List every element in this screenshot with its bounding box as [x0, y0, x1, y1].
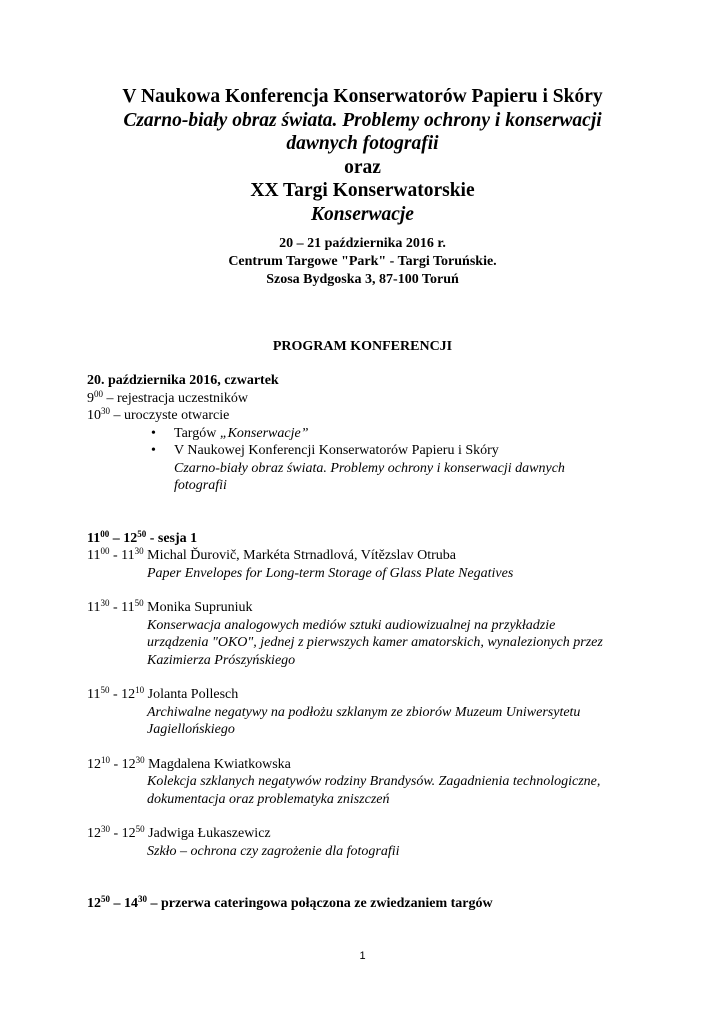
talk-title: Szkło – ochrona czy zagrożenie dla fotografii	[147, 843, 400, 859]
talk-time-speaker: $12^{30} - 12^{50}$ Jadwiga Łukaszewicz	[87, 824, 271, 841]
talk-time-speaker: $11^{50} - 12^{10}$ Jolanta Pollesch	[87, 685, 239, 702]
talk-entry	[87, 825, 647, 860]
bullet-item-fair: • Targów „Konserwacje”	[151, 425, 309, 441]
bullet-item-conference: • V Naukowej Konferencji Konserwatorów Papieru i Skóry Czarno-biały obraz świata. Problemy ochrony i konserwacji dawnych fotografii	[151, 443, 565, 493]
talk-title: Archiwalne negatywy na podłożu szklanym ze zbiorów Muzeum Uniwersytetu	[147, 704, 581, 720]
opening-bullet-list	[87, 425, 647, 495]
talk-title: Paper Envelopes for Long-term Storage of Glass Plate Negatives	[147, 565, 514, 581]
schedule-item-registration: $9^{00}$ – rejestracja uczestników	[87, 388, 248, 406]
program-content	[87, 372, 647, 913]
talk-title: Kazimierza Prószyńskiego	[147, 652, 296, 668]
title-line-5: XX Targi Konserwatorskie	[250, 180, 475, 201]
venue-place: Centrum Targowe "Park" - Targi Toruńskie.	[228, 254, 497, 269]
break-heading: $12^{50} - 14^{30}$ – przerwa cateringowa połączona ze zwiedzaniem targów	[87, 894, 493, 911]
program-heading: PROGRAM KONFERENCJI	[272, 339, 453, 354]
bullet-icon: •	[151, 443, 156, 458]
day-heading: 20. października 2016, czwartek	[87, 373, 279, 388]
conference-title	[0, 85, 725, 226]
conference-dates: 20 – 21 października 2016 r.	[279, 236, 446, 251]
title-line-3: dawnych fotografii	[286, 133, 439, 154]
bullet-icon: •	[151, 425, 156, 441]
page-number: 1	[359, 950, 366, 962]
venue-address: Szosa Bydgoska 3, 87-100 Toruń	[266, 272, 459, 287]
talk-title: Konserwacja analogowych mediów sztuki audiowizualnej na przykładzie	[147, 617, 556, 633]
title-line-4: oraz	[344, 156, 381, 178]
talk-entry	[87, 756, 647, 809]
talk-entry	[87, 599, 647, 669]
title-line-6: Konserwacje	[311, 203, 414, 225]
talk-title: urządzenia "OKO", jednej z pierwszych kamer amatorskich, wynalezionych przez	[147, 635, 603, 650]
talk-time-speaker: $11^{30} - 11^{50}$ Monika Supruniuk	[87, 598, 253, 615]
schedule-item-opening: $10^{30}$ – uroczyste otwarcie	[87, 406, 230, 423]
talk-entry	[87, 547, 647, 582]
session-heading: $11^{00} - 12^{50}$ - sesja 1	[87, 528, 198, 546]
title-line-2: Czarno-biały obraz świata. Problemy ochrony i konserwacji	[123, 109, 602, 131]
title-line-1: V Naukowa Konferencja Konserwatorów Papieru i Skóry	[122, 86, 603, 107]
talk-title: dokumentacja oraz problematyka zniszczeń	[147, 791, 390, 807]
talk-time-speaker: $11^{00} - 11^{30}$ Michal Ďurovič, Markéta Strnadlová, Vítězslav Otruba	[87, 546, 456, 563]
talk-title: Kolekcja szklanych negatywów rodziny Brandysów. Zagadnienia technologiczne,	[147, 774, 601, 789]
talk-time-speaker: $12^{10} - 12^{30}$ Magdalena Kwiatkowska	[87, 754, 291, 772]
talk-entry	[87, 686, 647, 739]
talk-title: Jagiellońskiego	[147, 722, 235, 737]
venue-info	[0, 235, 725, 289]
